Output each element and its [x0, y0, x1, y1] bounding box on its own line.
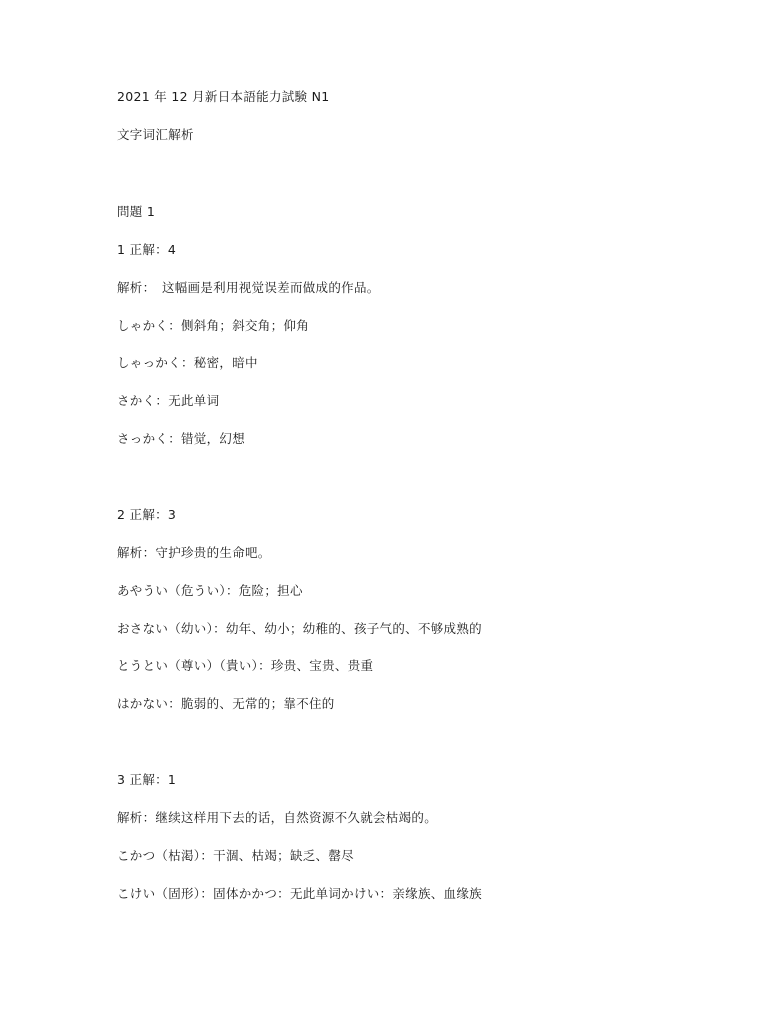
question-3-option: こけい（固形）：固体かかつ：无此单词かけい：亲缘族、血缘族	[117, 886, 482, 901]
question-1-analysis: 解析： 这幅画是利用视觉误差而做成的作品。	[117, 280, 380, 295]
document-subtitle: 文字词汇解析	[117, 127, 194, 142]
question-2-option: あやうい（危うい）：危险；担心	[117, 583, 303, 598]
question-2-analysis: 解析：守护珍贵的生命吧。	[117, 545, 271, 560]
question-1-answer: 1 正解：4	[117, 242, 177, 257]
question-1-option: さかく：无此单词	[117, 393, 220, 408]
question-1-option: しゃかく：侧斜角；斜交角；仰角	[117, 318, 310, 333]
question-3-option: こかつ（枯渇）：干涸、枯竭；缺乏、罄尽	[117, 848, 354, 863]
question-2-answer: 2 正解：3	[117, 507, 177, 522]
document-title: 2021 年 12 月新日本語能力試験 N1	[117, 89, 330, 104]
question-3-answer: 3 正解：1	[117, 772, 177, 787]
question-3-analysis: 解析：继续这样用下去的话，自然资源不久就会枯竭的。	[117, 810, 438, 825]
question-2-option: おさない（幼い）：幼年、幼小；幼稚的、孩子气的、不够成熟的	[117, 621, 482, 636]
question-1-option: さっかく：错觉，幻想	[117, 431, 246, 446]
question-2-option: とうとい（尊い）（貴い）：珍贵、宝贵、贵重	[117, 658, 374, 673]
section-heading: 問題 1	[117, 204, 156, 219]
question-1-option: しゃっかく：秘密，暗中	[117, 355, 258, 370]
question-2-option: はかない：脆弱的、无常的；靠不住的	[117, 696, 335, 711]
